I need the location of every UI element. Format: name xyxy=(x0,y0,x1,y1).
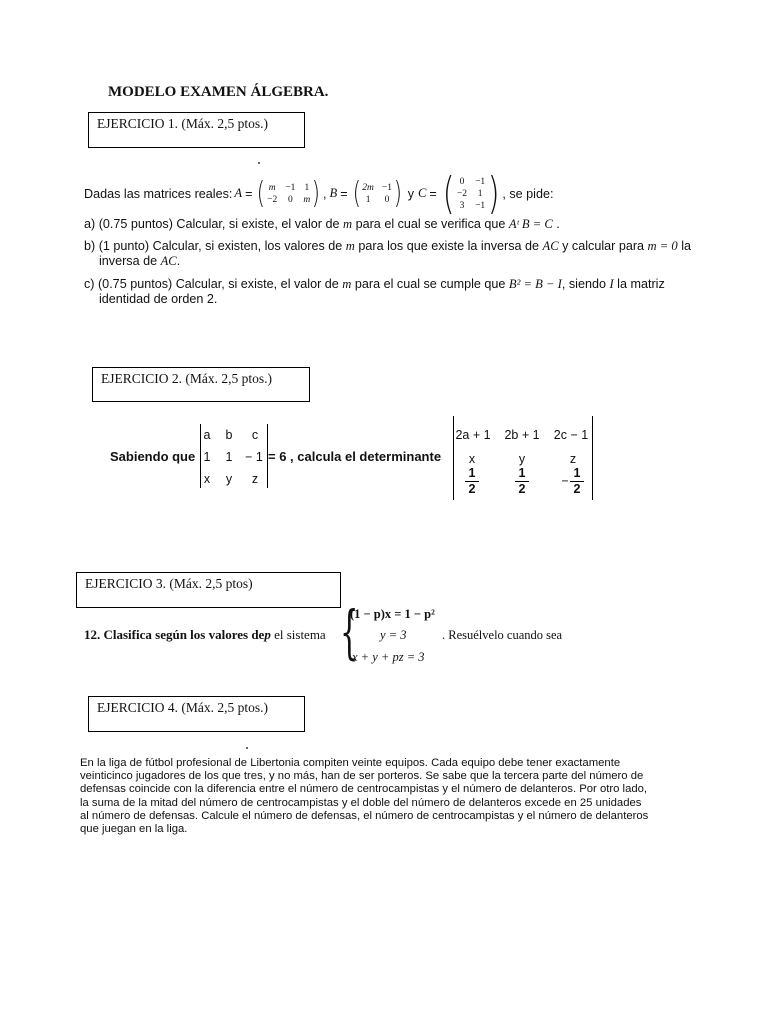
exercise-1-header: EJERCICIO 1. (Máx. 2,5 ptos.) xyxy=(88,112,305,148)
matrix-b-cell: 2m xyxy=(362,182,374,193)
system-eq-1: (1 − p)x = 1 − p² xyxy=(350,607,435,621)
paragraph-line: defensas coincide con la diferencia entre el número de centrocampistas y el número de delanteros. Por otro lado, xyxy=(80,783,648,796)
system-eq-2: y = 3 xyxy=(380,628,407,642)
exercise-1-part-c-line2: identidad de orden 2. xyxy=(99,292,218,306)
intro-text: Dadas las matrices reales: xyxy=(84,186,233,201)
matrix-c-cell: −1 xyxy=(475,176,486,187)
paragraph-line: En la liga de fútbol profesional de Libertonia compiten veinte equipos. Cada equipo debe tener exactamente xyxy=(80,757,621,769)
exercise-1-part-b-line2: inversa de AC. xyxy=(99,254,181,268)
matrix-a-cell: −1 xyxy=(285,182,296,193)
paragraph-line: la suma de la mitad del número de centrocampistas y el doble del número de delanteros excede en 25 unidades xyxy=(80,796,642,809)
fraction-one-half: $\frac{1}{2}$ xyxy=(515,466,529,497)
stray-dot xyxy=(258,162,260,164)
matrix-c-cell: 3 xyxy=(459,200,465,211)
intro-text-end: , se pide: xyxy=(502,186,554,201)
fraction-one-half: $\frac{1}{2}$ xyxy=(465,466,479,497)
matrix-a-label: A xyxy=(234,186,243,200)
matrix-b-cell: 0 xyxy=(384,194,390,205)
exercise-3-statement: 12. Clasifica según los valores dep el sistema xyxy=(84,627,326,642)
matrix-c-label: C xyxy=(418,186,427,200)
det2-cell: 2b + 1 xyxy=(504,428,540,442)
system-brace: { xyxy=(340,598,359,666)
matrix-a: ( m −1 1 −2 0 m ) xyxy=(257,176,321,211)
paragraph-line: veinticinco jugadores de los que tres, y no más, han de ser porteros. Se sabe que la tercera parte del número de xyxy=(80,770,644,783)
det1-cell: b xyxy=(225,428,233,442)
exercise-1-part-c: c) (0.75 puntos) Calcular, si existe, el valor de m para el cual se cumple que B² = B − I, siendo I la matriz xyxy=(84,277,665,291)
det1-cell: 1 xyxy=(203,450,211,464)
matrix-a-cell: m xyxy=(268,182,276,193)
matrix-c-cell: −2 xyxy=(456,188,468,199)
and-text: y xyxy=(407,186,415,201)
matrix-b-label: B xyxy=(329,186,338,200)
det2-cell: z xyxy=(569,452,577,466)
exercise-1-part-a: a) (0.75 puntos) Calcular, si existe, el valor de m para el cual se verifica que Aᵗ B = C . xyxy=(84,217,560,231)
stray-dot xyxy=(246,747,248,749)
det1-cell: x xyxy=(203,472,211,486)
det1-cell: a xyxy=(203,428,211,442)
det2-cell: 2c − 1 xyxy=(553,428,589,442)
minus-sign: − xyxy=(561,474,569,488)
matrix-a-cell: −2 xyxy=(267,194,278,205)
exercise-4-header: EJERCICIO 4. (Máx. 2,5 ptos.) xyxy=(88,696,305,732)
page-title: MODELO EXAMEN ÁLGEBRA. xyxy=(108,84,329,100)
equals-text: = 6 , calcula el determinante xyxy=(268,449,442,464)
det2-cell: 2a + 1 xyxy=(455,428,491,442)
matrix-c-cell: 0 xyxy=(459,176,465,187)
exercise-1-part-b: b) (1 punto) Calcular, si existen, los valores de m para los que existe la inversa de AC y calcular para m = 0 la xyxy=(84,239,692,253)
matrix-c-cell: −1 xyxy=(475,200,486,211)
det1-cell: 1 xyxy=(225,450,233,464)
det1-cell: y xyxy=(225,472,233,486)
det2-cell: x xyxy=(468,452,476,466)
matrix-b-cell: 1 xyxy=(365,194,371,205)
matrix-b: ( 2m −1 1 0 ) xyxy=(352,176,402,211)
exercise-1-intro: Dadas las matrices reales: A = ( m −1 1 −2 0 m ) , B = ( 2m −1 1 0 ) y C = ( 0 −1 −2 1 3 −1 ) , se pide: xyxy=(84,168,554,219)
system-eq-3: x + y + pz = 3 xyxy=(352,650,425,664)
matrix-a-cell: m xyxy=(303,194,311,205)
exercise-2-header: EJERCICIO 2. (Máx. 2,5 ptos.) xyxy=(92,367,310,402)
paragraph-line: que juegan en la liga. xyxy=(80,823,188,836)
det1-cell: z xyxy=(251,472,259,486)
fraction-one-half: $\frac{1}{2}$ xyxy=(570,466,584,497)
sabiendo-text: Sabiendo que xyxy=(110,449,196,464)
paragraph-line: al número de defensas. Calcule el número de defensas, el número de centrocampistas y el número de delanteros xyxy=(80,809,649,822)
matrix-c-cell: 1 xyxy=(477,188,483,199)
exercise-4-paragraph xyxy=(80,757,696,836)
matrix-b-cell: −1 xyxy=(381,182,392,193)
matrix-a-cell: 1 xyxy=(304,182,310,193)
exercise-3-tail: . Resuélvelo cuando sea xyxy=(442,628,563,642)
matrix-c: ( 0 −1 −2 1 3 −1 ) xyxy=(442,168,500,219)
det1-cell: − 1 xyxy=(245,450,263,464)
exercise-3-header: EJERCICIO 3. (Máx. 2,5 ptos) xyxy=(76,572,341,608)
det1-cell: c xyxy=(251,428,259,442)
det2-cell: y xyxy=(518,452,526,466)
matrix-a-cell: 0 xyxy=(287,194,293,205)
